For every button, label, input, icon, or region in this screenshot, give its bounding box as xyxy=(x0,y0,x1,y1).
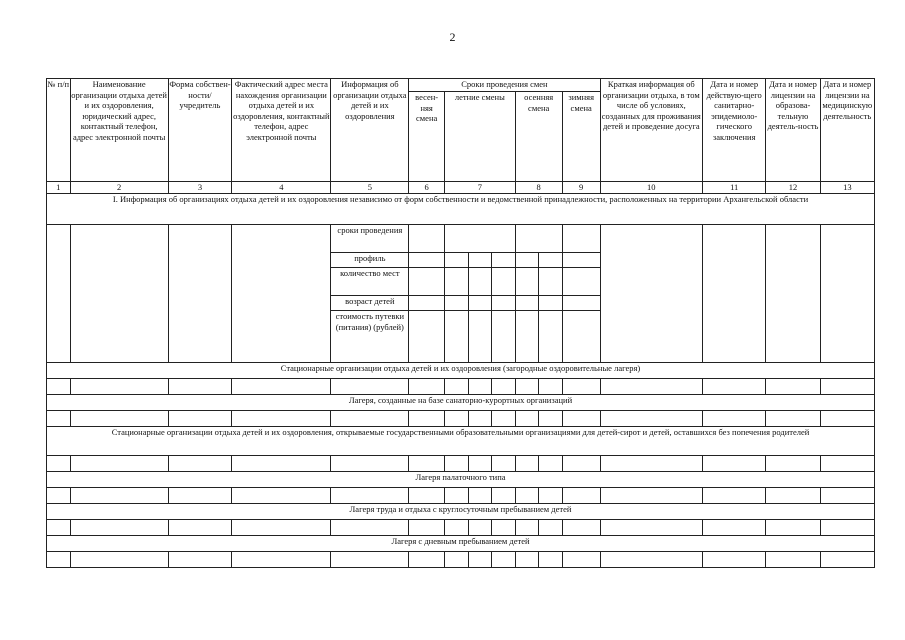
cell xyxy=(445,379,469,395)
cell xyxy=(468,520,492,536)
section-title: Лагеря палаточного типа xyxy=(47,472,875,488)
cell xyxy=(409,520,445,536)
cell xyxy=(539,456,563,472)
cell xyxy=(47,552,71,568)
cell xyxy=(168,225,231,363)
cell xyxy=(168,411,231,427)
cell xyxy=(600,488,702,504)
cell xyxy=(492,411,516,427)
cell xyxy=(600,225,702,363)
col-number: 3 xyxy=(168,182,231,194)
col-number: 13 xyxy=(820,182,874,194)
cell xyxy=(539,552,563,568)
header-info: Информация об организации отдыха детей и их оздоровления xyxy=(331,79,409,182)
cell xyxy=(232,552,331,568)
section-title: Стационарные организации отдыха детей и их оздоровления (загородные оздоровительные лагеря) xyxy=(47,363,875,379)
info-label: возраст детей xyxy=(331,296,409,311)
cell xyxy=(702,379,765,395)
empty-row xyxy=(47,488,875,504)
cell xyxy=(331,488,409,504)
cell xyxy=(331,456,409,472)
cell xyxy=(515,552,539,568)
cell xyxy=(70,488,168,504)
cell xyxy=(766,411,820,427)
cell xyxy=(409,268,445,296)
cell xyxy=(409,488,445,504)
header-brief-info: Краткая информация об организации отдыха, в том числе об условиях, созданных для проживания детей и проведение досуга xyxy=(600,79,702,182)
header-row xyxy=(47,79,875,92)
header-sanitary: Дата и номер действую-щего санитарно-эпидемиоло-гического заключения xyxy=(702,79,765,182)
cell xyxy=(232,411,331,427)
cell xyxy=(600,552,702,568)
cell xyxy=(168,456,231,472)
cell xyxy=(515,311,539,363)
cell xyxy=(820,411,874,427)
cell xyxy=(539,411,563,427)
cell xyxy=(445,456,469,472)
section-title: Лагеря труда и отдыха с круглосуточным пребыванием детей xyxy=(47,504,875,520)
cell xyxy=(47,411,71,427)
cell xyxy=(539,520,563,536)
cell xyxy=(766,552,820,568)
cell xyxy=(515,253,539,268)
cell xyxy=(492,296,516,311)
cell xyxy=(600,456,702,472)
cell xyxy=(562,225,600,253)
col-number: 4 xyxy=(232,182,331,194)
col-number: 1 xyxy=(47,182,71,194)
cell xyxy=(766,225,820,363)
cell xyxy=(47,379,71,395)
header-summer: летние смены xyxy=(445,92,516,182)
empty-row xyxy=(47,456,875,472)
column-number-row xyxy=(47,182,875,194)
header-num: № п/п xyxy=(47,79,71,182)
cell xyxy=(562,456,600,472)
empty-row xyxy=(47,411,875,427)
cell xyxy=(331,520,409,536)
cell xyxy=(702,552,765,568)
cell xyxy=(445,520,469,536)
page-number: 2 xyxy=(449,30,456,44)
cell xyxy=(539,488,563,504)
cell xyxy=(468,379,492,395)
cell xyxy=(445,311,469,363)
cell xyxy=(820,488,874,504)
col-number: 11 xyxy=(702,182,765,194)
cell xyxy=(409,552,445,568)
header-name: Наименование организации отдыха детей и их оздоровления, юридический адрес, контактный телефон, адрес электронной почты xyxy=(70,79,168,182)
cell xyxy=(409,296,445,311)
cell xyxy=(70,456,168,472)
section-title: Лагеря, созданные на базе санаторно-курортных организаций xyxy=(47,395,875,411)
cell xyxy=(562,520,600,536)
section-title: Лагеря с дневным пребыванием детей xyxy=(47,536,875,552)
cell xyxy=(492,268,516,296)
cell xyxy=(445,225,516,253)
col-number: 5 xyxy=(331,182,409,194)
header-winter: зимняя смена xyxy=(562,92,600,182)
col-number: 12 xyxy=(766,182,820,194)
section-row xyxy=(47,472,875,488)
cell xyxy=(47,225,71,363)
cell xyxy=(562,268,600,296)
cell xyxy=(702,225,765,363)
cell xyxy=(331,552,409,568)
section-row xyxy=(47,194,875,225)
cell xyxy=(820,379,874,395)
col-number: 6 xyxy=(409,182,445,194)
section-title: Стационарные организации отдыха детей и их оздоровления, открываемые государственными образовательными организациями для детей-сирот и детей, оставшихся без попечения родителей xyxy=(47,427,875,456)
empty-row xyxy=(47,520,875,536)
cell xyxy=(232,225,331,363)
info-label: сроки проведения xyxy=(331,225,409,253)
cell xyxy=(445,268,469,296)
cell xyxy=(515,488,539,504)
cell xyxy=(445,411,469,427)
empty-row xyxy=(47,552,875,568)
cell xyxy=(168,488,231,504)
cell xyxy=(331,379,409,395)
header-autumn: осенняя смена xyxy=(515,92,562,182)
cell xyxy=(492,456,516,472)
cell xyxy=(70,552,168,568)
cell xyxy=(820,520,874,536)
cell xyxy=(232,488,331,504)
cell xyxy=(70,520,168,536)
cell xyxy=(492,488,516,504)
cell xyxy=(600,379,702,395)
cell xyxy=(600,411,702,427)
section-row xyxy=(47,536,875,552)
cell xyxy=(47,456,71,472)
cell xyxy=(468,253,492,268)
info-row xyxy=(47,225,875,253)
cell xyxy=(515,456,539,472)
cell xyxy=(70,225,168,363)
cell xyxy=(409,379,445,395)
cell xyxy=(492,552,516,568)
col-number: 10 xyxy=(600,182,702,194)
cell xyxy=(232,456,331,472)
cell xyxy=(445,296,469,311)
cell xyxy=(70,411,168,427)
cell xyxy=(331,411,409,427)
cell xyxy=(820,456,874,472)
cell xyxy=(515,520,539,536)
cell xyxy=(468,488,492,504)
cell xyxy=(515,411,539,427)
cell xyxy=(539,268,563,296)
cell xyxy=(562,488,600,504)
cell xyxy=(820,225,874,363)
cell xyxy=(539,296,563,311)
cell xyxy=(766,379,820,395)
cell xyxy=(409,456,445,472)
cell xyxy=(468,411,492,427)
info-label: стоимость путевки (питания) (рублей) xyxy=(331,311,409,363)
info-label: количество мест xyxy=(331,268,409,296)
cell xyxy=(468,456,492,472)
cell xyxy=(409,225,445,253)
cell xyxy=(409,411,445,427)
cell xyxy=(766,456,820,472)
cell xyxy=(232,520,331,536)
section-row xyxy=(47,427,875,456)
cell xyxy=(232,379,331,395)
col-number: 8 xyxy=(515,182,562,194)
cell xyxy=(702,520,765,536)
header-edu-license: Дата и номер лицензии на образова-тельную деятель-ность xyxy=(766,79,820,182)
header-ownership: Форма собствен-ности/ учредитель xyxy=(168,79,231,182)
header-address: Фактический адрес места нахождения организации отдыха детей и их оздоровления, контактный телефон, адрес электронной почты xyxy=(232,79,331,182)
empty-row xyxy=(47,379,875,395)
col-number: 7 xyxy=(445,182,516,194)
cell xyxy=(409,253,445,268)
cell xyxy=(492,311,516,363)
header-med-license: Дата и номер лицензии на медицинскую деятельность xyxy=(820,79,874,182)
section-title: I. Информация об организациях отдыха детей и их оздоровления независимо от форм собственности и ведомственной принадлежности, расположенных на территории Архангельской области xyxy=(47,194,875,225)
cell xyxy=(766,520,820,536)
cell xyxy=(47,520,71,536)
cell xyxy=(445,488,469,504)
cell xyxy=(168,552,231,568)
cell xyxy=(468,296,492,311)
cell xyxy=(562,296,600,311)
cell xyxy=(562,411,600,427)
cell xyxy=(70,379,168,395)
cell xyxy=(702,411,765,427)
cell xyxy=(766,488,820,504)
cell xyxy=(539,253,563,268)
section-row xyxy=(47,363,875,379)
col-number: 2 xyxy=(70,182,168,194)
cell xyxy=(168,379,231,395)
cell xyxy=(562,379,600,395)
cell xyxy=(562,253,600,268)
cell xyxy=(492,379,516,395)
cell xyxy=(445,253,469,268)
col-number: 9 xyxy=(562,182,600,194)
cell xyxy=(562,552,600,568)
cell xyxy=(539,379,563,395)
cell xyxy=(702,456,765,472)
cell xyxy=(47,488,71,504)
cell xyxy=(515,379,539,395)
cell xyxy=(492,253,516,268)
cell xyxy=(539,311,563,363)
cell xyxy=(820,552,874,568)
section-row xyxy=(47,504,875,520)
cell xyxy=(702,488,765,504)
register-table xyxy=(46,78,875,568)
cell xyxy=(562,311,600,363)
cell xyxy=(468,268,492,296)
cell xyxy=(468,552,492,568)
header-shift-dates: Сроки проведения смен xyxy=(409,79,600,92)
cell xyxy=(492,520,516,536)
cell xyxy=(445,552,469,568)
cell xyxy=(515,296,539,311)
cell xyxy=(168,520,231,536)
cell xyxy=(600,520,702,536)
cell xyxy=(409,311,445,363)
cell xyxy=(468,311,492,363)
cell xyxy=(515,225,562,253)
cell xyxy=(515,268,539,296)
header-spring: весен-няя смена xyxy=(409,92,445,182)
info-label: профиль xyxy=(331,253,409,268)
section-row xyxy=(47,395,875,411)
